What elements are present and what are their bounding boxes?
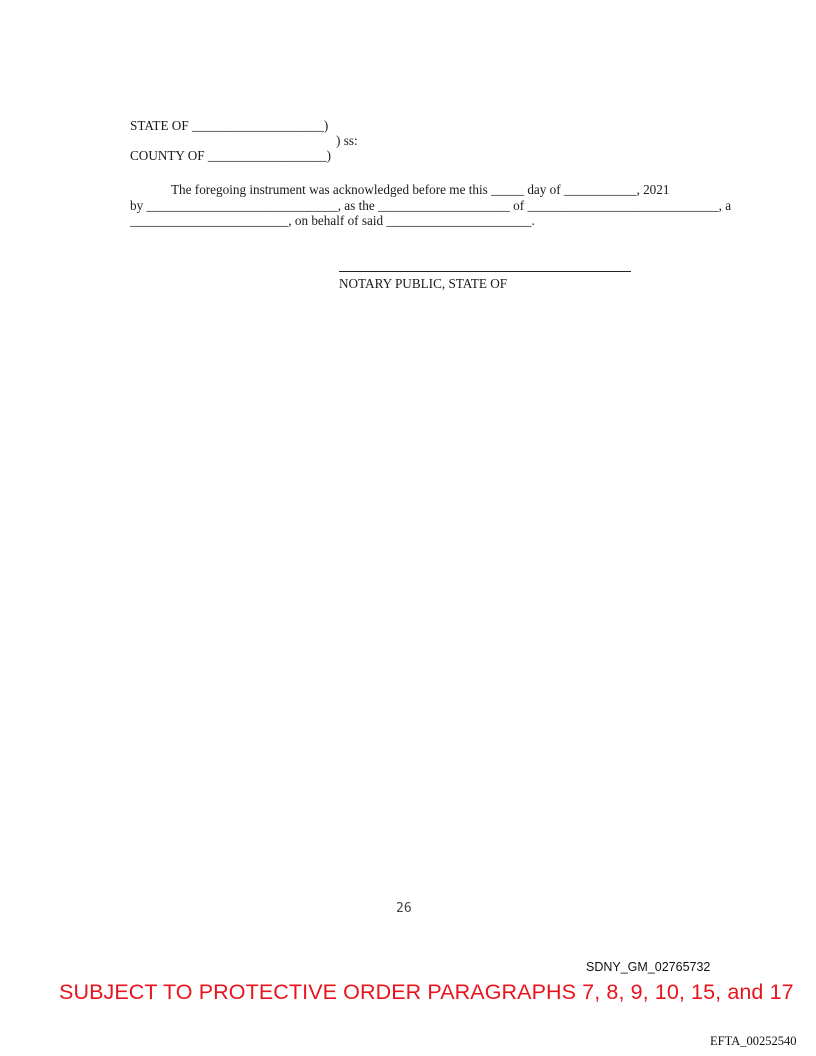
notary-caption: NOTARY PUBLIC, STATE OF [339,276,508,291]
page-number: 26 [396,901,412,916]
notary-signature-line [339,271,631,272]
state-of-line: STATE OF ____________________) [130,118,329,133]
county-of-line: COUNTY OF __________________) [130,148,331,163]
efta-number: EFTA_00252540 [710,1034,797,1048]
bates-number: SDNY_GM_02765732 [586,960,711,974]
ss-marker: ) ss: [336,133,358,148]
acknowledgment-line-3: ________________________, on behalf of said ______________________. [130,213,535,228]
protective-order-notice: SUBJECT TO PROTECTIVE ORDER PARAGRAPHS 7, 8, 9, 10, 15, and 17 [59,980,794,1004]
acknowledgment-line-1: The foregoing instrument was acknowledged before me this _____ day of ___________, 2021 [171,182,670,197]
acknowledgment-line-2: by _____________________________, as the ____________________ of _____________________________, a [130,198,732,213]
